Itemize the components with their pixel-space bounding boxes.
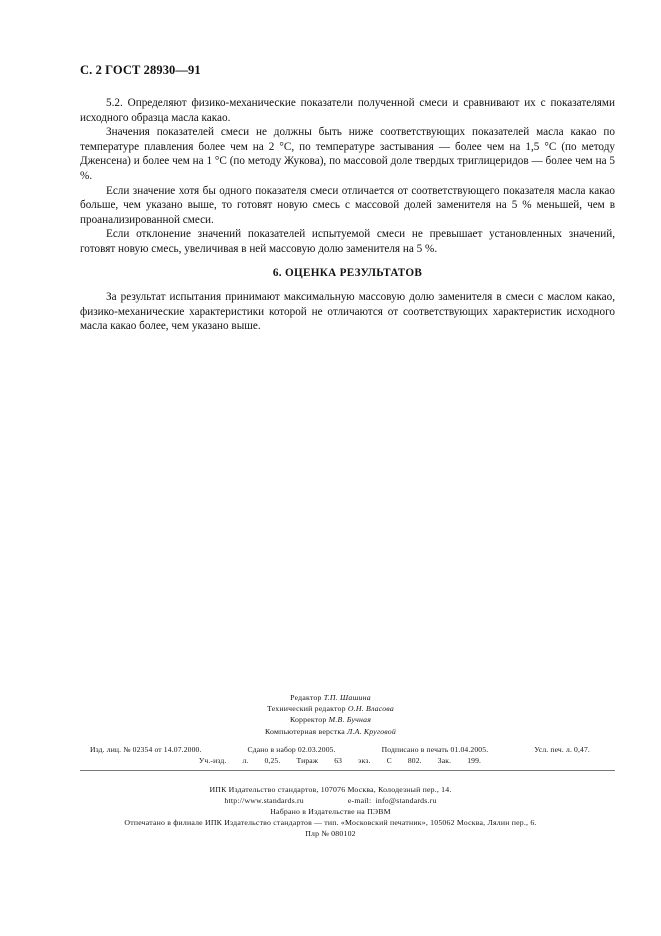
section-paragraph: За результат испытания принимают максимальную массовую долю заменителя в смеси с маслом какао, физико-механические характеристики которой не отличаются от соответствующих характеристик исходного масла какао более, чем указано выше.	[80, 291, 615, 333]
publication-sheets: Уч.-изд. л. 0,25.	[198, 756, 281, 766]
email-link: e-mail: info@standards.ru	[347, 795, 437, 805]
divider	[80, 770, 615, 771]
imprint-line-2	[60, 755, 620, 766]
paragraph: Если отклонение значений показателей испытуемой смеси не превышает установленных значений, готовят новую смесь, увеличивая в ней массовую долю заменителя на 5 %.	[80, 228, 615, 255]
imprint-line-1	[60, 744, 620, 755]
publisher-info	[0, 785, 661, 840]
credit-line	[0, 692, 661, 703]
signed-date: Подписано в печать 01.04.2005.	[381, 745, 489, 754]
printed-note: Отпечатано в филиале ИПК Издательство стандартов — тип. «Московский печатник», 105062 Москва, Лялин пер., 6.	[124, 817, 537, 827]
credit-line	[0, 726, 661, 737]
document-body	[80, 96, 615, 334]
section-heading: 6. ОЦЕНКА РЕЗУЛЬТАТОВ	[272, 266, 423, 279]
credit-role: Компьютерная верстка	[265, 726, 345, 736]
credit-line	[0, 714, 661, 725]
publisher-address: ИПК Издательство стандартов, 107076 Москва, Колодезный пер., 14.	[209, 785, 452, 794]
credit-role: Корректор	[289, 715, 327, 725]
paragraph: 5.2. Определяют физико-механические показатели полученной смеси и сравнивают их с показателями исходного образца масла какао.	[80, 97, 615, 124]
website-link: http://www.standards.ru	[224, 795, 304, 805]
editorial-credits	[0, 692, 661, 737]
paragraph: Если значение хотя бы одного показателя смеси отличается от соответствующего показателя масла какао больше, чем указано выше, то готовят новую смесь с массовой долей заменителя на 5 % меньшей, чем в проанализированной смеси.	[80, 184, 615, 226]
imprint-block	[60, 744, 620, 767]
order-number: Зак. 199.	[437, 756, 482, 766]
page-header: С. 2 ГОСТ 28930—91	[80, 63, 201, 77]
typeset-note: Набрано в Издательстве на ПЭВМ	[270, 806, 391, 816]
credit-name: Л.А. Круговой	[347, 726, 396, 736]
credit-role: Технический редактор	[267, 704, 346, 714]
credit-name: М.В. Бучная	[328, 715, 372, 725]
credit-line	[0, 703, 661, 714]
credit-name: О.Н. Власова	[347, 704, 394, 714]
order-code: С 802.	[386, 756, 422, 766]
print-sheets: Усл. печ. л. 0,47.	[534, 745, 590, 754]
print-run: Тираж 63 экз.	[296, 756, 371, 766]
plr-number: Плр № 080102	[305, 828, 356, 838]
publisher-contacts	[0, 796, 661, 807]
paragraph: Значения показателей смеси не должны быть ниже соответствующих показателей масла какао по температуре плавления более чем на 2 °С, по температуре застывания — более чем на 1,5 °С (по методу Дженсена) и более чем на 1 °С (по методу Жукова), по массовой доле твердых триглицеридов — более чем на 5 %.	[80, 126, 615, 182]
typeset-date: Сдано в набор 02.03.2005.	[247, 745, 336, 754]
credit-role: Редактор	[290, 693, 322, 702]
license-info: Изд. лиц. № 02354 от 14.07.2000.	[90, 745, 202, 754]
credit-name: Т.П. Шашина	[323, 693, 371, 702]
